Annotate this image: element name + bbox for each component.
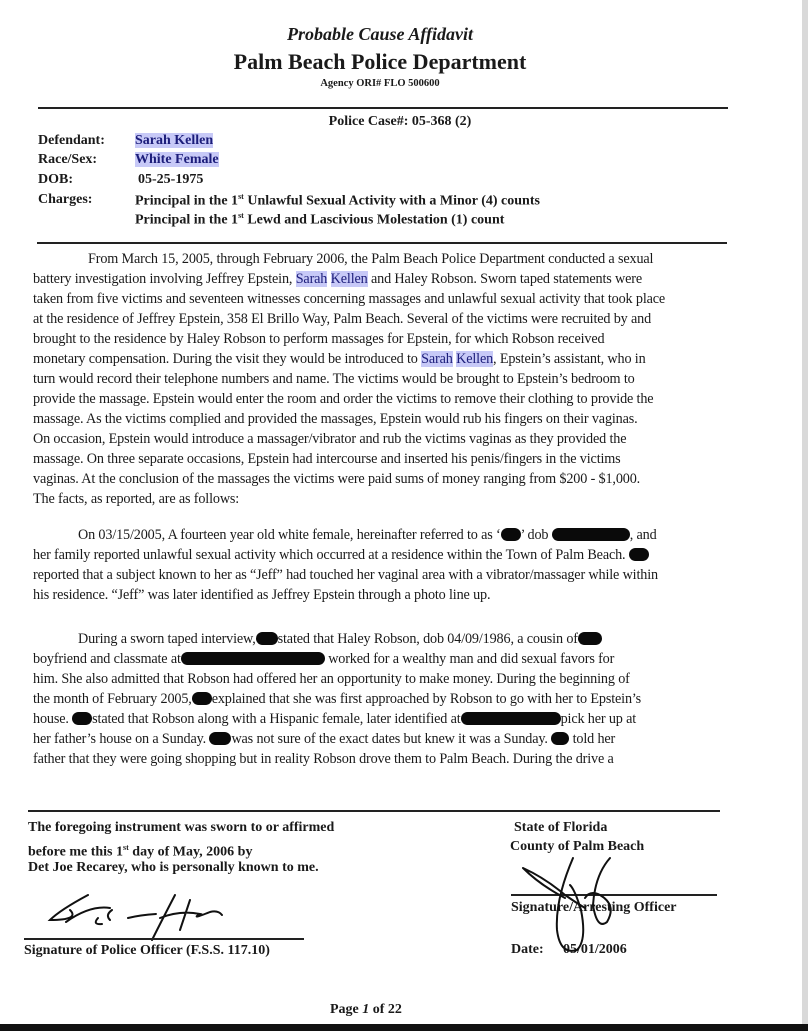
sworn-line-1: The foregoing instrument was sworn to or affirmed: [28, 820, 335, 835]
redaction: [192, 692, 212, 705]
p3-line: house. stated that Robson along with a Hispanic female, later identified at pick her up at: [33, 711, 637, 727]
sworn-line-3: Det Joe Recarey, who is personally known to me.: [28, 860, 319, 875]
redaction: [629, 548, 649, 561]
header-divider: [38, 107, 728, 109]
charges-label: Charges:: [38, 192, 93, 207]
redaction: [209, 732, 231, 745]
p3-line: father that they were going shopping but in reality Robson drove them to Palm Beach. During the drive a: [33, 751, 614, 767]
redaction: [578, 632, 602, 645]
dob-value: 05-25-1975: [138, 172, 204, 187]
p3-line: During a sworn taped interview, stated that Haley Robson, dob 04/09/1986, a cousin of: [78, 630, 602, 649]
p1-line: massage. As the victims complied and provided the massages, Epstein would rub his fingers on their vaginas.: [33, 411, 638, 427]
p1-line: On occasion, Epstein would introduce a massager/vibrator and rub the victims vaginas as they provided the: [33, 431, 627, 447]
race-sex-label: Race/Sex:: [38, 152, 98, 167]
p1-line: battery investigation involving Jeffrey Epstein, Sarah Kellen and Haley Robson. Sworn taped statements were: [33, 271, 642, 287]
p3-line: her father’s house on a Sunday. was not sure of the exact dates but knew it was a Sunday. told her: [33, 731, 616, 747]
redaction: [256, 632, 278, 645]
p1-line: brought to the residence by Haley Robson to perform massages for Epstein, for which Robson received: [33, 331, 605, 347]
p2-line: her family reported unlawful sexual activity which occurred at a residence within the Town of Palm Beach.: [33, 546, 649, 565]
p1-line: monetary compensation. During the visit they would be introduced to Sarah Kellen, Epstein’s assistant, who in: [33, 351, 646, 367]
defendant-label: Defendant:: [38, 133, 105, 148]
p1-line: provide the massage. Epstein would enter the room and order the victims to remove their clothing to provide the: [33, 391, 654, 407]
police-case-number: Police Case#: 05-368 (2): [328, 114, 472, 129]
p1-line: turn would record their telephone numbers and name. The victims would be brought to Epstein’s bedroom to: [33, 371, 635, 387]
highlighted-name: Kellen: [456, 351, 494, 367]
race-sex-value: White Female: [135, 152, 219, 167]
redaction: [551, 732, 569, 745]
p2-line: his residence. “Jeff” was later identified as Jeffrey Epstein through a photo line up.: [33, 587, 491, 603]
date-label: Date:: [511, 942, 544, 957]
redaction: [461, 712, 561, 725]
state-label: State of Florida: [514, 820, 608, 835]
info-divider: [37, 242, 727, 244]
p1-line: vaginas. At the conclusion of the massages the victims were paid sums of money ranging from $200 - $1,000.: [33, 471, 641, 487]
p2-line: On 03/15/2005, A fourteen year old white female, hereinafter referred to as ‘ ’ dob , and: [78, 527, 657, 543]
redaction: [181, 652, 325, 665]
p1-line: From March 15, 2005, through February 2006, the Palm Beach Police Department conducted a sexual: [88, 251, 654, 267]
highlighted-name: Sarah: [295, 271, 328, 287]
sworn-line-2: before me this 1st day of May, 2006 by: [28, 843, 253, 860]
p1-line: massage. On three separate occasions, Epstein had intercourse and inserted his penis/fingers in the victims: [33, 451, 621, 467]
officer-signature-label: Signature of Police Officer (F.S.S. 117.10): [24, 943, 270, 958]
document-subtitle: Probable Cause Affidavit: [287, 24, 473, 44]
arresting-signature-label: Signature/Arresting Officer: [511, 900, 677, 915]
redaction: [552, 528, 630, 541]
defendant-value: Sarah Kellen: [135, 133, 214, 148]
p3-line: boyfriend and classmate at worked for a wealthy man and did sexual favors for: [33, 651, 615, 667]
county-label: County of Palm Beach: [510, 839, 645, 854]
arresting-officer-signature: [515, 850, 635, 962]
p1-line: The facts, as reported, are as follows:: [33, 491, 240, 507]
officer-signature-line: [24, 938, 304, 940]
p1-line: at the residence of Jeffrey Epstein, 358 El Brillo Way, Palm Beach. Several of the victims were recruited by and: [33, 311, 652, 327]
page-indicator: Page 1 of 22: [330, 1002, 402, 1017]
dob-label: DOB:: [38, 172, 73, 187]
highlighted-name: Kellen: [330, 271, 368, 287]
redaction: [72, 712, 92, 725]
charge-1: Principal in the 1st Unlawful Sexual Activity with a Minor (4) counts: [135, 192, 540, 209]
highlighted-name: Sarah: [421, 351, 453, 367]
p2-line: reported that a subject known to her as “Jeff” had touched her vaginal area with a vibrator/massager while within: [33, 567, 658, 583]
p3-line: him. She also admitted that Robson had offered her an opportunity to make money. During the beginning of: [33, 671, 630, 687]
p1-line: taken from five victims and seventeen witnesses concerning massages and unlawful sexual activity that took place: [33, 291, 666, 307]
page-bottom-border: [0, 1024, 808, 1031]
charge-2: Principal in the 1st Lewd and Lascivious Molestation (1) count: [135, 211, 505, 228]
footer-divider: [28, 810, 720, 812]
agency-ori: Agency ORI# FLO 500600: [320, 78, 440, 89]
redaction: [501, 528, 521, 541]
date-value: 05/01/2006: [563, 942, 627, 957]
p3-line: the month of February 2005, explained that she was first approached by Robson to go with her to Epstein’s: [33, 691, 642, 707]
viewer-right-edge: [802, 0, 808, 1024]
page-number: 1: [362, 1002, 370, 1017]
document-title: Palm Beach Police Department: [233, 49, 527, 74]
